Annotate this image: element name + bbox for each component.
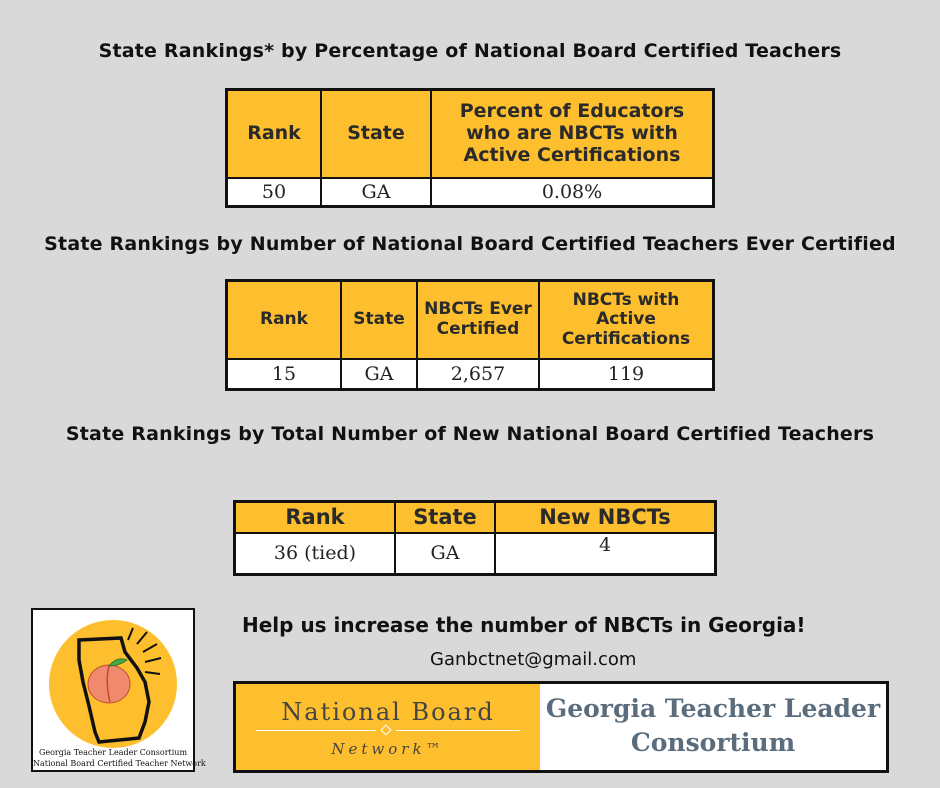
cell-ever-certified: 2,657 <box>417 359 539 390</box>
header-ever-certified: NBCTs Ever Certified <box>417 281 539 360</box>
header-percent: Percent of Educators who are NBCTs with Active Certifications <box>431 90 714 179</box>
consortium-logo <box>31 608 206 772</box>
cell-state: GA <box>321 178 431 207</box>
diamond-icon <box>380 724 391 735</box>
cell-percent: 0.08% <box>431 178 714 207</box>
header-new-nbcts: New NBCTs <box>495 502 716 533</box>
percentage-ranking-table <box>225 88 715 208</box>
contact-email[interactable]: Ganbctnet@gmail.com <box>430 649 637 670</box>
divider-line-left <box>256 730 376 731</box>
header-rank: Rank <box>227 90 322 179</box>
cell-rank: 50 <box>227 178 322 207</box>
header-state: State <box>341 281 417 360</box>
cell-state: GA <box>395 533 495 575</box>
cell-new-nbcts: 4 <box>495 533 716 575</box>
table-row <box>235 533 716 575</box>
cell-active-certifications: 119 <box>539 359 714 390</box>
header-active-certifications: NBCTs with Active Certifications <box>539 281 714 360</box>
table-row <box>227 359 714 390</box>
logo-line-2: National Board Certified Teacher Network <box>33 759 206 768</box>
header-rank: Rank <box>227 281 342 360</box>
header-state: State <box>321 90 431 179</box>
table-row <box>227 178 714 207</box>
consortium-name: Georgia Teacher Leader Consortium <box>545 694 881 757</box>
heading-percentage: State Rankings* by Percentage of National Board Certified Teachers <box>98 40 842 62</box>
new-nbcts-ranking-table <box>233 500 717 576</box>
cell-rank: 36 (tied) <box>235 533 396 575</box>
heading-ever-certified: State Rankings by Number of National Board Certified Teachers Ever Certified <box>44 233 896 255</box>
heading-new-nbcts: State Rankings by Total Number of New National Board Certified Teachers <box>65 423 875 445</box>
header-rank: Rank <box>235 502 396 533</box>
national-board-panel <box>236 684 540 770</box>
cell-state: GA <box>341 359 417 390</box>
header-state: State <box>395 502 495 533</box>
partner-banner <box>233 681 889 773</box>
divider-line-right <box>396 730 520 731</box>
cell-rank: 15 <box>227 359 342 390</box>
national-board-title: National Board <box>281 698 495 726</box>
national-board-network: Network™ <box>331 740 445 758</box>
logo-line-1: Georgia Teacher Leader Consortium <box>38 748 188 757</box>
ever-certified-ranking-table <box>225 279 715 391</box>
georgia-peach-icon <box>33 610 206 770</box>
call-to-action: Help us increase the number of NBCTs in Georgia! <box>242 613 806 637</box>
